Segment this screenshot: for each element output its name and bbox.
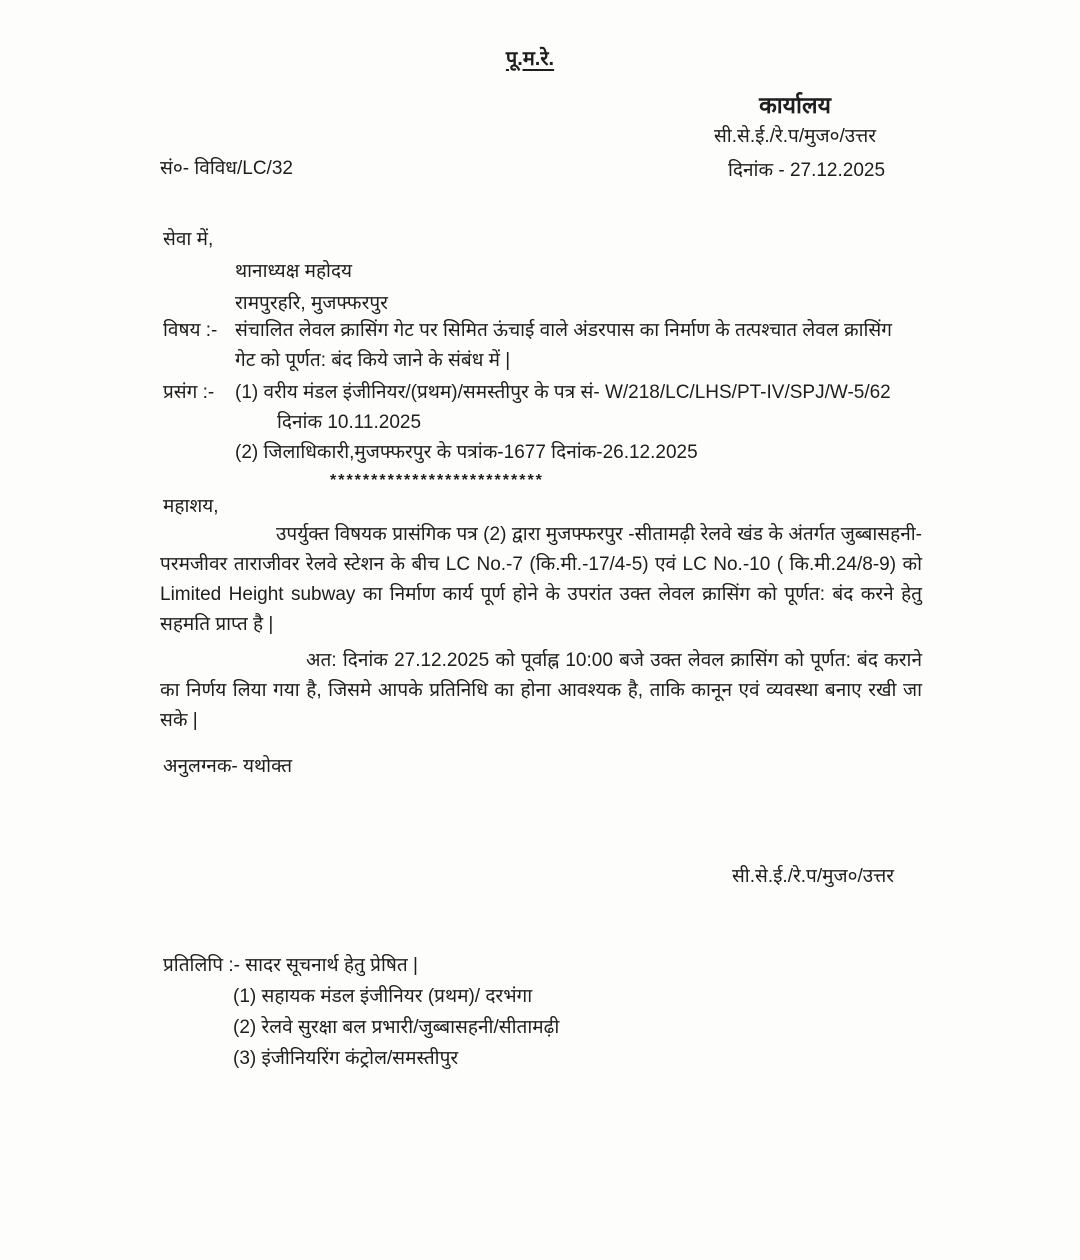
enclosure-line: अनुलग्नक- यथोक्त (163, 756, 293, 777)
office-designation: सी.से.ई./रे.प/मुज०/उत्तर (713, 126, 877, 147)
letter-body (160, 520, 922, 736)
copy-to-text: सादर सूचनार्थ हेतु प्रेषित | (245, 955, 418, 976)
addressee-salutation: सेवा में, (163, 229, 214, 250)
reference-label: प्रसंग :- (163, 382, 215, 403)
subject-section (163, 316, 905, 376)
org-abbreviation-heading: पू.म.रे. (505, 48, 555, 70)
copy-to-section (163, 950, 559, 1074)
reference-item-2: (2) जिलाधिकारी,मुजफ्फरपुर के पत्रांक-1677 दिनांक-26.12.2025 (235, 442, 698, 463)
addressee-name: थानाध्यक्ष महोदय (235, 261, 353, 282)
copy-item-3: (3) इंजीनियरिंग कंट्रोल/समस्तीपुर (233, 1048, 459, 1069)
copy-to-label: प्रतिलिपि :- (163, 955, 240, 976)
reference-items (235, 378, 933, 468)
salutation: महाशय, (163, 496, 219, 517)
reference-section (163, 378, 933, 468)
letter-reference-number: सं०- विविध/LC/32 (160, 158, 293, 179)
copy-item-1: (1) सहायक मंडल इंजीनियर (प्रथम)/ दरभंगा (233, 986, 533, 1007)
office-header-block (655, 88, 935, 152)
copy-item-2: (2) रेलवे सुरक्षा बल प्रभारी/जुब्बासहनी/सीतामढ़ी (233, 1017, 560, 1038)
body-paragraph-2: अत: दिनांक 27.12.2025 को पूर्वाह्न 10:00 बजे उक्त लेवल क्रासिंग को पूर्णत: बंद कराने का निर्णय लिया गया है, जिसमे आपके प्रतिनिधि का होना आवश्यक है, ताकि कानून एवं व्यवस्था बनाए रखी जा सके | (160, 650, 922, 731)
office-title: कार्यालय (759, 92, 831, 118)
copy-to-heading (163, 950, 559, 981)
subject-label: विषय :- (163, 320, 218, 341)
reference-item-1: (1) वरीय मंडल इंजीनियर/(प्रथम)/समस्तीपुर के पत्र सं- W/218/LC/LHS/PT-IV/SPJ/W-5/62 (235, 382, 891, 403)
subject-text: संचालित लेवल क्रासिंग गेट पर सिमित ऊंचाई वाले अंडरपास का निर्माण के तत्पश्चात लेवल क्रासिंग गेट को पूर्णत: बंद किये जाने के संबंध में | (235, 320, 892, 371)
signature-designation: सी.से.ई./रे.प/मुज०/उत्तर (731, 866, 895, 887)
letter-date: दिनांक - 27.12.2025 (728, 160, 886, 181)
body-paragraph-1: उपर्युक्त विषयक प्रासंगिक पत्र (2) द्वारा मुजफ्फरपुर -सीतामढ़ी रेलवे खंड के अंतर्गत जुब्बासहनी- परमजीवर ताराजीवर रेलवे स्टेशन के बीच LC No.-7 (कि.मी.-17/4-5) एवं LC No.-10 ( कि.मी.24/8-9) को Limited Height subway का निर्माण कार्य पूर्ण होने के उपरांत उक्त लेवल क्रासिंग को पूर्णत: बंद करने हेतु सहमति प्राप्त है | (160, 524, 922, 635)
copy-to-list (233, 981, 559, 1074)
addressee-location: रामपुरहरि, मुजफ्फरपुर (235, 293, 388, 314)
reference-item-1-date: दिनांक 10.11.2025 (277, 412, 422, 433)
asterisk-separator: ************************** (330, 472, 544, 489)
addressee-block (163, 224, 388, 320)
